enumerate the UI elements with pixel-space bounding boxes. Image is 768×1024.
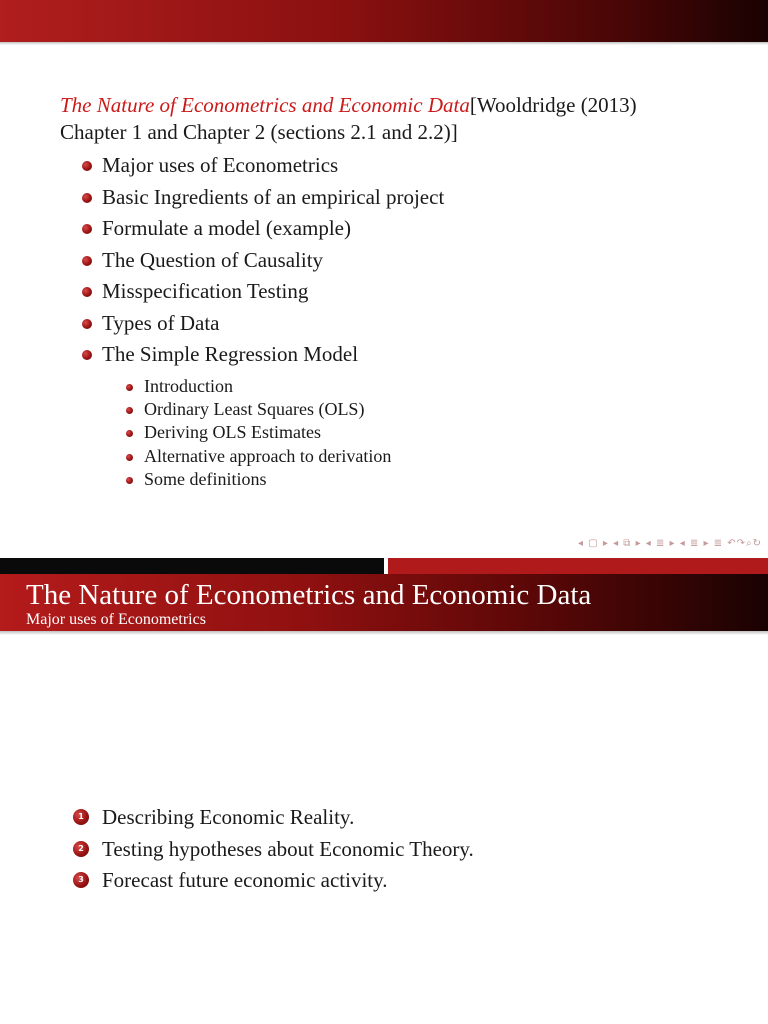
sublist-item-text: Some definitions: [144, 468, 267, 489]
list-item-text: The Simple Regression Model: [102, 342, 359, 366]
frame-title-bar: [0, 574, 768, 631]
frame-title: The Nature of Econometrics and Economic Data: [26, 579, 592, 611]
number-ball-icon: 2: [73, 841, 89, 857]
section-bar: [0, 558, 768, 574]
bullet-icon: [82, 287, 92, 297]
bullet-icon: [82, 319, 92, 329]
number-ball-icon: 3: [73, 872, 89, 888]
list-item-text: Basic Ingredients of an empirical project: [102, 184, 445, 209]
outline-list: [60, 150, 720, 371]
section-bar-right: [388, 558, 768, 574]
enumerated-list: [60, 802, 474, 897]
intro-reference-line2: Chapter 1 and Chapter 2 (sections 2.1 and 2.2)]: [60, 120, 458, 144]
section-bar-left: [0, 558, 384, 574]
sublist-item: [60, 398, 391, 421]
slide-major-uses: [0, 558, 768, 1024]
list-item-text: Misspecification Testing: [102, 279, 309, 303]
list-item: [60, 276, 720, 308]
sublist-item-text: Deriving OLS Estimates: [144, 422, 321, 443]
intro-title: The Nature of Econometrics and Economic Data: [60, 93, 470, 117]
frame-subtitle: Major uses of Econometrics: [26, 611, 206, 628]
list-item: [60, 182, 720, 214]
sub-bullet-icon: [126, 477, 133, 484]
sublist-item-text: Ordinary Least Squares (OLS): [144, 399, 365, 420]
list-item: [60, 308, 720, 340]
sublist-item: [60, 421, 391, 444]
enum-item-text: Describing Economic Reality.: [102, 805, 355, 829]
sub-bullet-icon: [126, 430, 133, 437]
enum-item-text: Forecast future economic activity.: [102, 868, 388, 892]
list-item-text: The Question of Causality: [102, 247, 324, 272]
bullet-icon: [82, 224, 92, 234]
enum-item: [60, 865, 474, 897]
outline-sublist: [60, 375, 391, 491]
bullet-icon: [82, 193, 92, 203]
header-bar: [0, 0, 768, 42]
list-item-text: Major uses of Econometrics: [102, 153, 339, 177]
beamer-navigation-icons[interactable]: ◂ ▢ ▸ ◂ ⧉ ▸ ◂ ≣ ▸ ◂ ≣ ▸ ≣ ↶↷⌕↻: [578, 538, 762, 549]
sublist-item: [60, 445, 391, 468]
sublist-item-text: Alternative approach to derivation: [144, 445, 392, 466]
list-item-text: Types of Data: [102, 310, 220, 335]
list-item-text: Formulate a model (example): [102, 216, 351, 240]
intro-reference: [60, 92, 740, 146]
list-item: [60, 245, 720, 277]
intro-reference-line1: [Wooldridge (2013): [469, 93, 637, 117]
list-item: [60, 339, 720, 371]
sub-bullet-icon: [126, 454, 133, 461]
bullet-icon: [82, 256, 92, 266]
enum-item-text: Testing hypotheses about Economic Theory.: [102, 836, 474, 861]
bullet-icon: [82, 161, 92, 171]
enum-item: [60, 802, 474, 834]
list-item: [60, 213, 720, 245]
sub-bullet-icon: [126, 407, 133, 414]
number-ball-icon: 1: [73, 809, 89, 825]
sublist-item-text: Introduction: [144, 376, 233, 396]
sublist-item: [60, 468, 391, 491]
bullet-icon: [82, 350, 92, 360]
sub-bullet-icon: [126, 384, 133, 391]
list-item: [60, 150, 720, 182]
sublist-item: [60, 375, 391, 398]
enum-item: [60, 834, 474, 866]
